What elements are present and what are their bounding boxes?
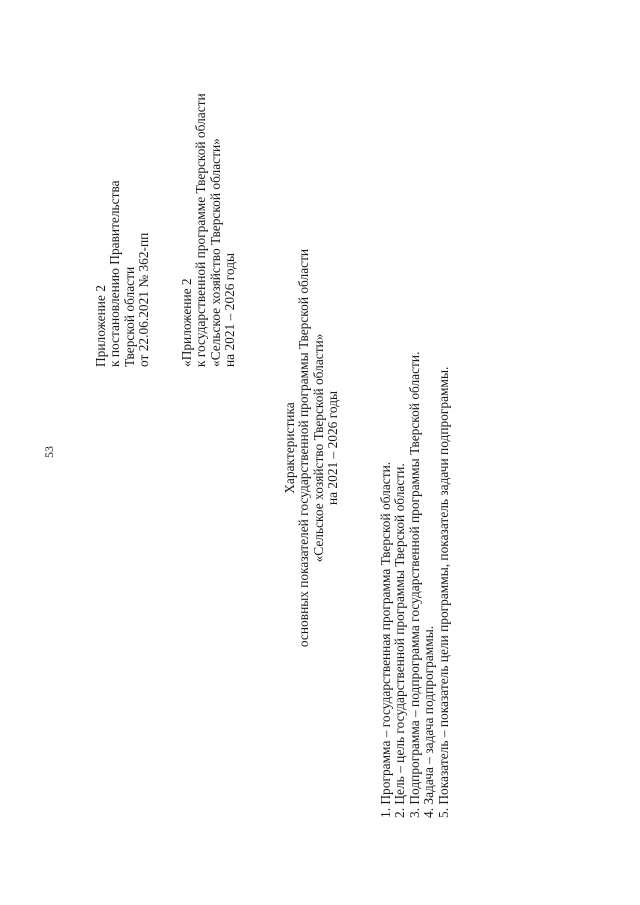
appendix-header-line: к постановлению Правительства: [107, 180, 123, 367]
title-line: на 2021 – 2026 годы: [325, 390, 341, 506]
title-line: Характеристика: [282, 402, 297, 494]
appendix-program-line: «Приложение 2: [179, 278, 194, 367]
definition-item: 2. Цель – цель государственной программы Тверской области.: [392, 463, 408, 818]
appendix-program-line: к государственной программе Тверской области: [193, 93, 209, 367]
appendix-header-line: Приложение 2: [93, 285, 108, 367]
title-line: основных показателей государственной программы Тверской области: [296, 248, 312, 648]
document-title: [283, 218, 341, 678]
definition-item: 4. Задача – задача подпрограммы.: [421, 625, 437, 818]
appendix-program-line: «Сельское хозяйство Тверской области»: [207, 138, 223, 367]
appendix-header-line: от 22.06.2021 № 362-пп: [136, 232, 152, 367]
appendix-header-line: Тверской области: [121, 266, 137, 367]
appendix-program-line: на 2021 – 2026 годы: [222, 252, 238, 367]
definition-item: 5. Показатель – показатель цели программы, показатель задачи подпрограммы.: [435, 366, 451, 818]
definition-item: 1. Программа – государственная программа Тверской области.: [378, 461, 393, 818]
appendix-program: [180, 93, 238, 367]
title-line: «Сельское хозяйство Тверской области»: [310, 333, 326, 563]
page-number: 53: [42, 446, 56, 458]
definitions-list: [379, 352, 451, 818]
definition-item: 3. Подпрограмма – подпрограмма государственной программы Тверской области.: [406, 351, 422, 818]
appendix-header: [94, 180, 152, 367]
